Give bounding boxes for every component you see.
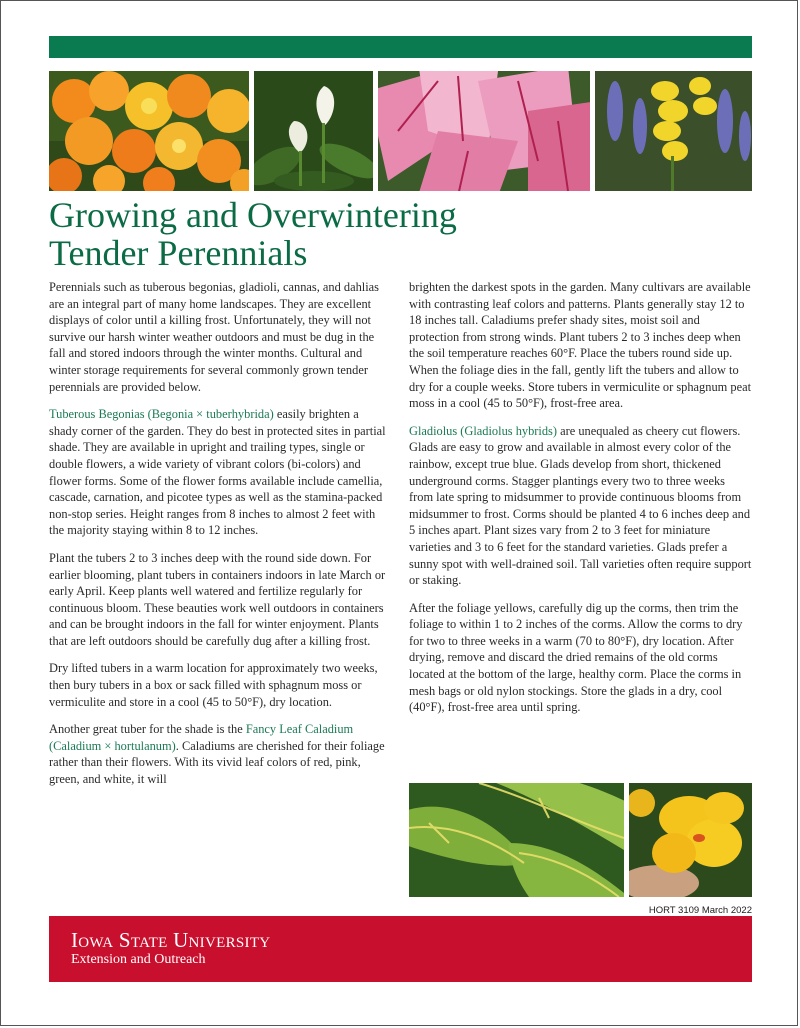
orange-begonias-photo xyxy=(49,71,249,191)
caladium-continued-paragraph: brighten the darkest spots in the garden. Many cultivars are available with contrasting leaf colors and patterns. Plants generally stay 12 to 18 inches tall. Caladiums prefer shady sites, moist soil and protection from strong winds. Plant tubers 2 to 3 inches deep when the soil temperature reaches 60°F. Place the tubers round side up. When the foliage dies in the fall, gently lift the tubers and allow to dry for a couple weeks. Store tubers in vermiculite or sphagnum peat moss in a cool (45 to 50°F), frost-free area. xyxy=(409,280,752,411)
yellow-gladiolus-photo xyxy=(595,71,752,191)
left-column xyxy=(49,279,387,799)
caladium-heading: Fancy Leaf Caladium (Caladium × hortulanum) xyxy=(49,722,354,753)
right-column xyxy=(409,279,752,727)
begonia-paragraph xyxy=(49,406,387,539)
top-green-band xyxy=(49,36,752,58)
caladium-intro: Another great tuber for the shade is the xyxy=(49,722,246,737)
gladiolus-heading: Gladiolus (Gladiolus hybrids) xyxy=(409,423,557,438)
white-calla-lily-photo xyxy=(254,71,373,191)
gladiolus-paragraph xyxy=(409,423,752,589)
pink-caladium-leaves-photo xyxy=(378,71,590,191)
striped-canna-leaves-photo xyxy=(409,783,624,897)
title-line-1: Growing and Overwintering xyxy=(49,195,457,235)
caladium-text: . Caladiums are cherished for their foliage rather than their flowers. With its vivid leaf colors of red, pink, green, and white, it will xyxy=(49,738,385,787)
extension-outreach-label: Extension and Outreach xyxy=(71,952,206,967)
yellow-canna-flower-photo xyxy=(629,783,752,897)
begonia-text: easily brighten a shady corner of the garden. They do best in protected sites in partial shade. They are available in upright and trailing types, single or double flowers, a wide variety of vibrant colors (bi-colors) and flower forms. Some of the flower forms available include camellia, cascade, carnation, and picotee types as well as the stamina-packed non-stop series. Height ranges from 8 inches to almost 2 feet with the majority staying within 8 to 12 inches. xyxy=(49,407,386,538)
intro-paragraph: Perennials such as tuberous begonias, gladioli, cannas, and dahlias are an integral part of many home landscapes. They are excellent displays of color until a killing frost. Unfortunately, they will not survive our harsh winter weather outdoors and must be dug in the fall and stored indoors through the winter months. Cultural and winter storage requirements for several commonly grown tender perennials are provided below. xyxy=(49,280,379,394)
gladiolus-text: are unequaled as cheery cut flowers. Glads are easy to grow and available in almost every color of the rainbow, except true blue. Glads develop from short, thickened underground corms. Stagger plantings every two to three weeks from late spring to midsummer to provide continuous blooms from midsummer to frost. Corms should be planted 4 to 6 inches deep and 5 inches apart. Plant sizes vary from 2 to 3 feet for miniature varieties and 3 to 6 feet for the standard varieties. Glads prefer a sunny spot with well-drained soil. Tall varieties often require support or staking. xyxy=(409,423,752,588)
begonia-heading: Tuberous Begonias (Begonia × tuberhybrida) xyxy=(49,407,274,422)
university-wordmark: Iowa State University xyxy=(71,928,271,952)
begonia-planting-paragraph: Plant the tubers 2 to 3 inches deep with the round side down. For earlier blooming, plant tubers in containers indoors in late March or early April. Keep plants well watered and fertilize regularly for continuous bloom. These beauties work well outdoors in containers and can be brought indoors in the fall for winter enjoyment. Plants that are left outdoors should be carefully dug after a killing frost. xyxy=(49,550,386,648)
caladium-paragraph xyxy=(49,721,387,787)
isu-footer-band xyxy=(49,916,752,982)
title-line-2: Tender Perennials xyxy=(49,233,308,273)
page-title xyxy=(49,196,457,272)
gladiolus-storage-paragraph: After the foliage yellows, carefully dig up the corms, then trim the foliage to within 1 to 2 inches of the corms. Allow the corms to dry for two to three weeks in a warm (70 to 80°F), dry location. After drying, remove and discard the dried remains of the old corms located at the bottom of the large, healthy corm. Place the corms in mesh bags or old nylon stockings. Store the glads in a dry, cool (40°F), frost-free area until spring. xyxy=(409,600,743,715)
begonia-storage-paragraph: Dry lifted tubers in a warm location for approximately two weeks, then bury tubers in a box or sack filled with sphagnum moss or vermiculite and store in a cool (45 to 50°F), dry location. xyxy=(49,661,378,709)
publication-code: HORT 3109 March 2022 xyxy=(648,905,752,916)
